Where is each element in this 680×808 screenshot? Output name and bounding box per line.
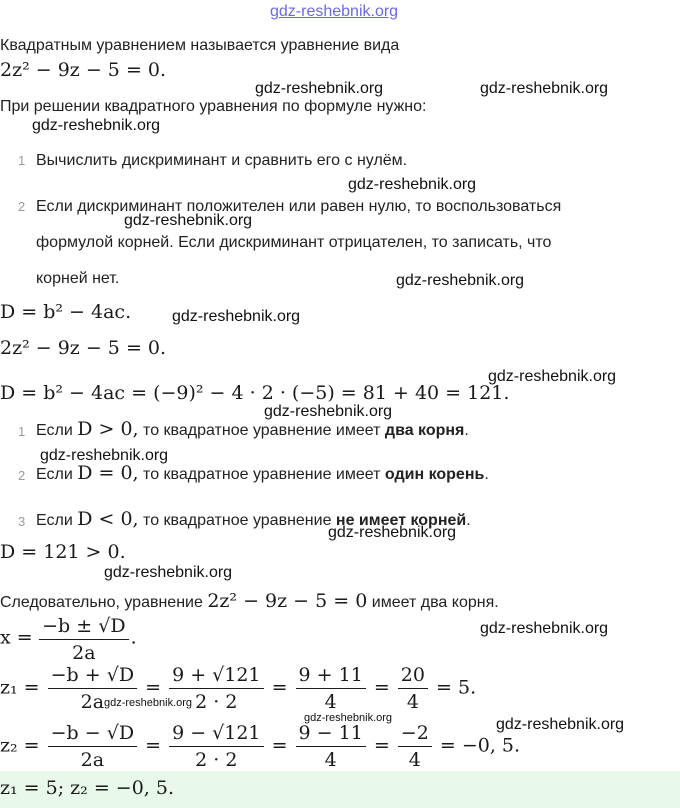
case-item: Если D < 0, то квадратное уравнение не имеет корней. bbox=[36, 508, 471, 530]
step-number: 1 bbox=[18, 153, 26, 168]
watermark: gdz-reshebnik.org bbox=[264, 403, 393, 420]
watermark: gdz-reshebnik.org bbox=[32, 117, 161, 134]
watermark: gdz-reshebnik.org bbox=[348, 176, 477, 193]
watermark: gdz-reshebnik.org bbox=[40, 447, 169, 464]
watermark: gdz-reshebnik.org bbox=[480, 620, 609, 637]
answer: z₁ = 5; z₂ = −0, 5. bbox=[0, 777, 174, 799]
watermark: gdz-reshebnik.org bbox=[480, 80, 609, 97]
watermark: gdz-reshebnik.org bbox=[488, 368, 617, 385]
step-number: 2 bbox=[18, 199, 26, 214]
case-item: Если D = 0, то квадратное уравнение имеет один корень. bbox=[36, 462, 489, 484]
step-text: Вычислить дискриминант и сравнить его с нулём. bbox=[36, 152, 408, 169]
root-formula: x = $\frac{-b \pm √D}{2a}$ . bbox=[0, 615, 137, 664]
equation-repeat: 2z² − 9z − 5 = 0. bbox=[0, 337, 167, 359]
case-item: Если D > 0, то квадратное уравнение имеет два корня. bbox=[36, 418, 469, 440]
z1-computation: z₁ = $\frac{-b + √D}{2a}$ = $\frac{9 + √121}{2 \cdot 2}$ = $\frac{9 + 11}{4}$ = $\frac{20}{4}$ = 5. bbox=[0, 664, 477, 713]
conclusion: Следовательно, уравнение 2z² − 9z − 5 = 0 имеет два корня. bbox=[0, 590, 499, 612]
case-number: 3 bbox=[18, 514, 26, 529]
discriminant-calc: D = b² − 4ac = (−9)² − 4 · 2 · (−5) = 81 + 40 = 121. bbox=[0, 382, 510, 404]
watermark: gdz-reshebnik.org bbox=[255, 80, 384, 97]
d-value: D = 121 > 0. bbox=[0, 541, 126, 563]
watermark: gdz-reshebnik.org bbox=[396, 272, 525, 289]
discriminant-formula: D = b² − 4ac. bbox=[0, 301, 132, 323]
watermark: gdz-reshebnik.org bbox=[104, 564, 233, 581]
z2-computation: z₂ = $\frac{-b - √D}{2a}$ = $\frac{9 - √121}{2 \cdot 2}$ = $\frac{9 - 11}{4}$ = $\frac{-2}{4}$ = −0, 5. bbox=[0, 722, 521, 771]
watermark-top[interactable]: gdz-reshebnik.org bbox=[270, 3, 399, 20]
watermark: gdz-reshebnik.org bbox=[328, 524, 457, 541]
definition-text: Квадратным уравнением называется уравнение вида bbox=[0, 37, 400, 54]
case-number: 1 bbox=[18, 424, 26, 439]
rule-heading: При решении квадратного уравнения по формуле нужно: bbox=[0, 98, 427, 115]
watermark: gdz-reshebnik.org bbox=[124, 212, 253, 229]
watermark: gdz-reshebnik.org bbox=[304, 712, 393, 724]
watermark: gdz-reshebnik.org bbox=[496, 716, 625, 733]
watermark: gdz-reshebnik.org bbox=[172, 308, 301, 325]
step-text: Если дискриминант положителен или равен нулю, то воспользоваться bbox=[36, 198, 562, 215]
step-text: корней нет. bbox=[36, 270, 120, 287]
quadratic-equation: 2z² − 9z − 5 = 0. bbox=[0, 59, 167, 81]
case-number: 2 bbox=[18, 468, 26, 483]
watermark: gdz-reshebnik.org bbox=[104, 697, 193, 709]
step-text: формулой корней. Если дискриминант отрицателен, то записать, что bbox=[36, 234, 552, 251]
